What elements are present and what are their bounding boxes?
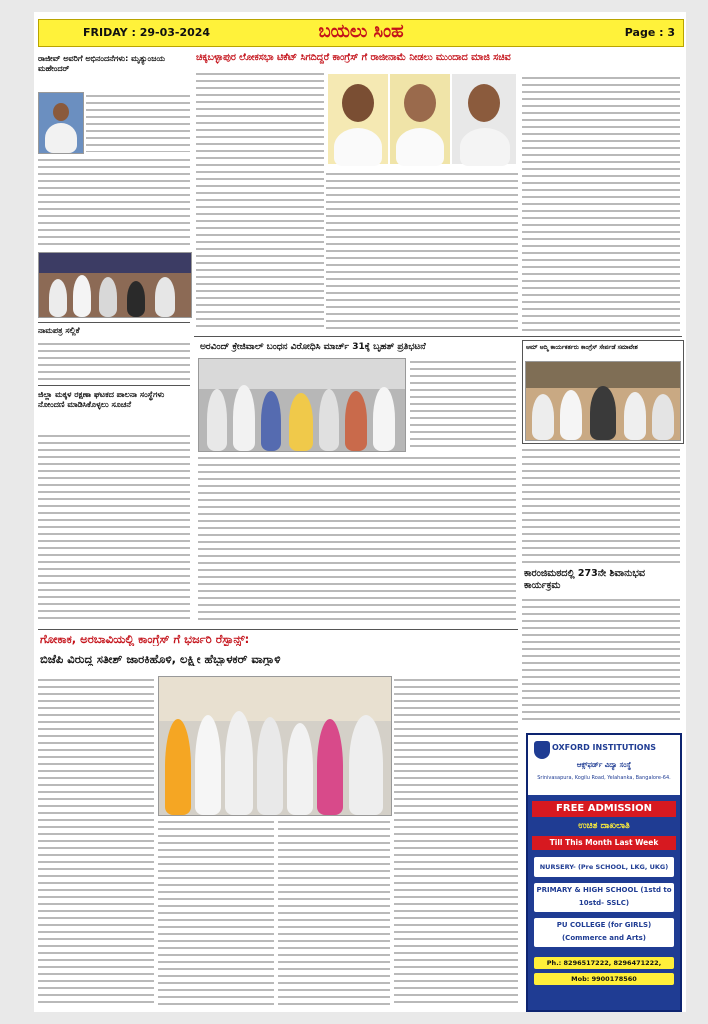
right-mid-headline: ಕಾರಂಜಿಮಠದಲ್ಲಿ 273ನೇ ಶಿವಾನುಭವ ಕಾರ್ಯಕ್ರಮ (524, 568, 646, 591)
ad-free-admission: FREE ADMISSION (532, 801, 676, 817)
right-box (522, 340, 684, 444)
lower-text-col3 (278, 818, 390, 1006)
ad-phone: Ph.: 8296517222, 8296471222, (534, 957, 674, 969)
lower-text-col2 (158, 818, 274, 1006)
paper-title: ಬಯಲು ಸಿಂಹ (318, 21, 404, 42)
page-number: Page : 3 (624, 26, 675, 39)
left-top-text-2 (38, 156, 190, 248)
left-top-text (86, 92, 190, 152)
right-box-text (522, 446, 680, 566)
oxford-crest-icon (534, 741, 550, 759)
ad-primary: PRIMARY & HIGH SCHOOL (1std to 10std- SSLC) (534, 883, 674, 912)
right-mid-text (522, 596, 680, 724)
portrait-photo (38, 92, 84, 154)
left-mid-text (38, 340, 190, 382)
ad-till: Till This Month Last Week (532, 836, 676, 850)
left-lower-text (38, 432, 190, 624)
issue-date: FRIDAY : 29-03-2024 (83, 26, 211, 39)
masthead (38, 19, 684, 47)
ad-nursery: NURSERY- (Pre SCHOOL, LKG, UKG) (534, 857, 674, 877)
banner-headline-1: ಗೋಕಾಕ, ಅರಬಾವಿಯಲ್ಲಿ ಕಾಂಗ್ರೆಸ್ ಗೆ ಭರ್ಜರಿ ರೆಸ್ಪಾನ್ಸ್: (40, 632, 250, 646)
rally-photo (158, 676, 392, 816)
lead-text-col1 (196, 70, 324, 332)
lower-text-col1 (38, 676, 154, 1006)
lower-text-col4 (394, 676, 518, 1006)
ad-free-admission-kn: ಉಚಿತ ದಾಖಲಾತಿ (532, 819, 676, 833)
ad-mobile: Mob: 9900178560 (534, 973, 674, 985)
left-top-headline: ರಾಜೀವ್ ಅವರಿಗೆ ಅಭಿನಂದನೆಗಳು: ಮೃತ್ಯುಂಜಯ ಮಹೇಂದರ್ (38, 54, 166, 73)
meeting-photo (38, 252, 192, 318)
right-box-headline: ಆಮ್ ಆದ್ಮಿ ಕಾರ್ಯಕರ್ತರು ಕಾಂಗ್ರೆಸ್ ಸೇರ್ಪಡೆ ಸಮಾವೇಶ (526, 344, 638, 351)
left-mid-headline: ನಾಮಪತ್ರ ಸಲ್ಲಿಕೆ (38, 326, 80, 335)
left-lower-headline: ಜಿಲ್ಲಾ ಮಕ್ಕಳ ರಕ್ಷಣಾ ಘಟಕದ ಪಾಲನಾ ಸಂಸ್ಥೆಗಳು ನೋಂದಣಿ ಮಾಡಿಸಿಕೊಳ್ಳಲು ಸೂಚನೆ (38, 390, 165, 409)
center-text (198, 454, 516, 624)
protest-photo (198, 358, 406, 452)
lead-text-col3 (522, 74, 680, 332)
newspaper-page (34, 12, 686, 1012)
center-text-right (410, 358, 516, 450)
ad-name-kn: ಆಕ್ಸ್‌ಫರ್ಡ್ ವಿದ್ಯಾ ಸಂಸ್ಥೆ (576, 761, 632, 769)
politicians-photo (326, 70, 518, 166)
press-meet-photo (525, 361, 681, 441)
lead-headline: ಚಿಕ್ಕಬಳ್ಳಾಪುರ ಲೋಕಸಭಾ ಟಿಕೆಟ್ ಸಿಗದಿದ್ದರೆ ಕಾಂಗ್ರೆಸ್ ಗೆ ರಾಜೀನಾಮೆ ನೀಡಲು ಮುಂದಾದ ಮಾಜಿ ಸಚಿವ (196, 52, 511, 63)
oxford-ad (526, 733, 682, 1012)
ad-pu-college: PU COLLEGE (for GIRLS) (Commerce and Arts) (534, 918, 674, 947)
lead-text-col2 (326, 170, 518, 332)
center-headline: ಅರವಿಂದ್ ಕ್ರೇಜಿವಾಲ್ ಬಂಧನ ವಿರೋಧಿಸಿ ಮಾರ್ಚ್ 31ಕ್ಕೆ ಬೃಹತ್ ಪ್ರತಿಭಟನೆ (200, 342, 426, 352)
ad-address: Srinivasapura, Kogilu Road, Yelahanka, Bangalore-64. (537, 775, 671, 781)
ad-name: OXFORD INSTITUTIONS (552, 743, 657, 752)
banner-headline-2: ಬಿಜೆಪಿ ವಿರುದ್ಧ ಸತೀಶ್ ಜಾರಕಿಹೊಳಿ, ಲಕ್ಷ್ಮೀ ಹೆಬ್ಬಾಳಕರ್ ವಾಗ್ದಾಳಿ (40, 652, 281, 666)
